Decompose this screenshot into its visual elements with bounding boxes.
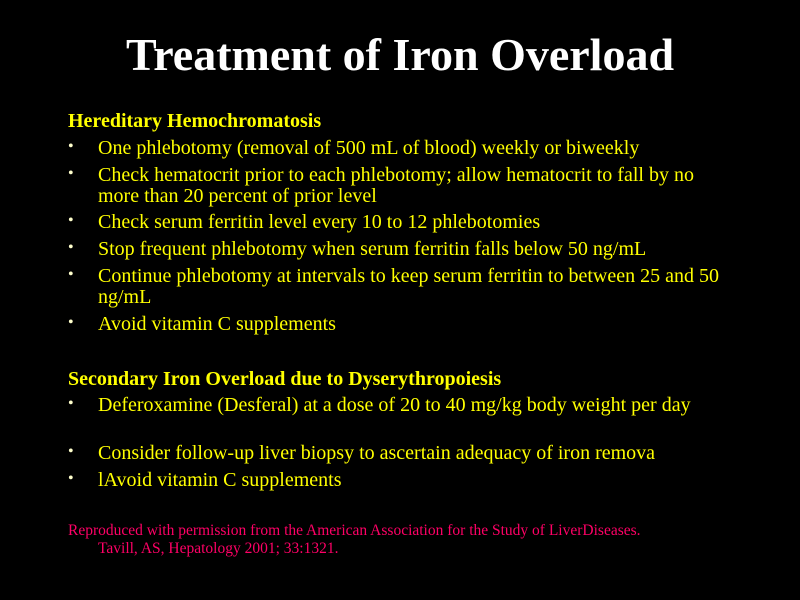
bullet-icon: •: [68, 165, 74, 182]
list-item: • Continue phlebotomy at intervals to keep serum ferritin to between 25 and 50 ng/mL: [68, 265, 719, 308]
slide-title: Treatment of Iron Overload: [125, 29, 675, 80]
bullet-icon: •: [68, 314, 74, 331]
bullet-icon: •: [68, 443, 74, 460]
list-item: • One phlebotomy (removal of 500 mL of blood) weekly or biweekly: [68, 137, 640, 159]
bullet-icon: •: [68, 212, 74, 229]
bullet-icon: •: [68, 395, 74, 412]
section-heading-secondary: Secondary Iron Overload due to Dyserythropoiesis: [68, 368, 502, 390]
bullet-icon: •: [68, 266, 74, 283]
list-item: • Check hematocrit prior to each phlebotomy; allow hematocrit to fall by no more than 20 percent of prior level: [68, 164, 694, 207]
list-item: • Check serum ferritin level every 10 to 12 phlebotomies: [68, 211, 541, 233]
list-item: • lAvoid vitamin C supplements: [68, 469, 342, 491]
bullet-icon: •: [68, 470, 74, 487]
bullet-icon: •: [68, 239, 74, 256]
section-heading-hemochromatosis: Hereditary Hemochromatosis: [68, 110, 322, 132]
footnote-citation: Tavill, AS, Hepatology 2001; 33:1321.: [98, 540, 339, 557]
list-item: • Avoid vitamin C supplements: [68, 313, 336, 335]
bullet-icon: •: [68, 138, 74, 155]
footnote-permission: Reproduced with permission from the American Association for the Study of LiverDiseases.: [68, 522, 641, 539]
list-item: • Stop frequent phlebotomy when serum ferritin falls below 50 ng/mL: [68, 238, 647, 260]
list-item: • Consider follow-up liver biopsy to ascertain adequacy of iron remova: [68, 442, 656, 464]
list-item: • Deferoxamine (Desferal) at a dose of 20 to 40 mg/kg body weight per day: [68, 394, 691, 416]
footnote: [68, 522, 641, 558]
